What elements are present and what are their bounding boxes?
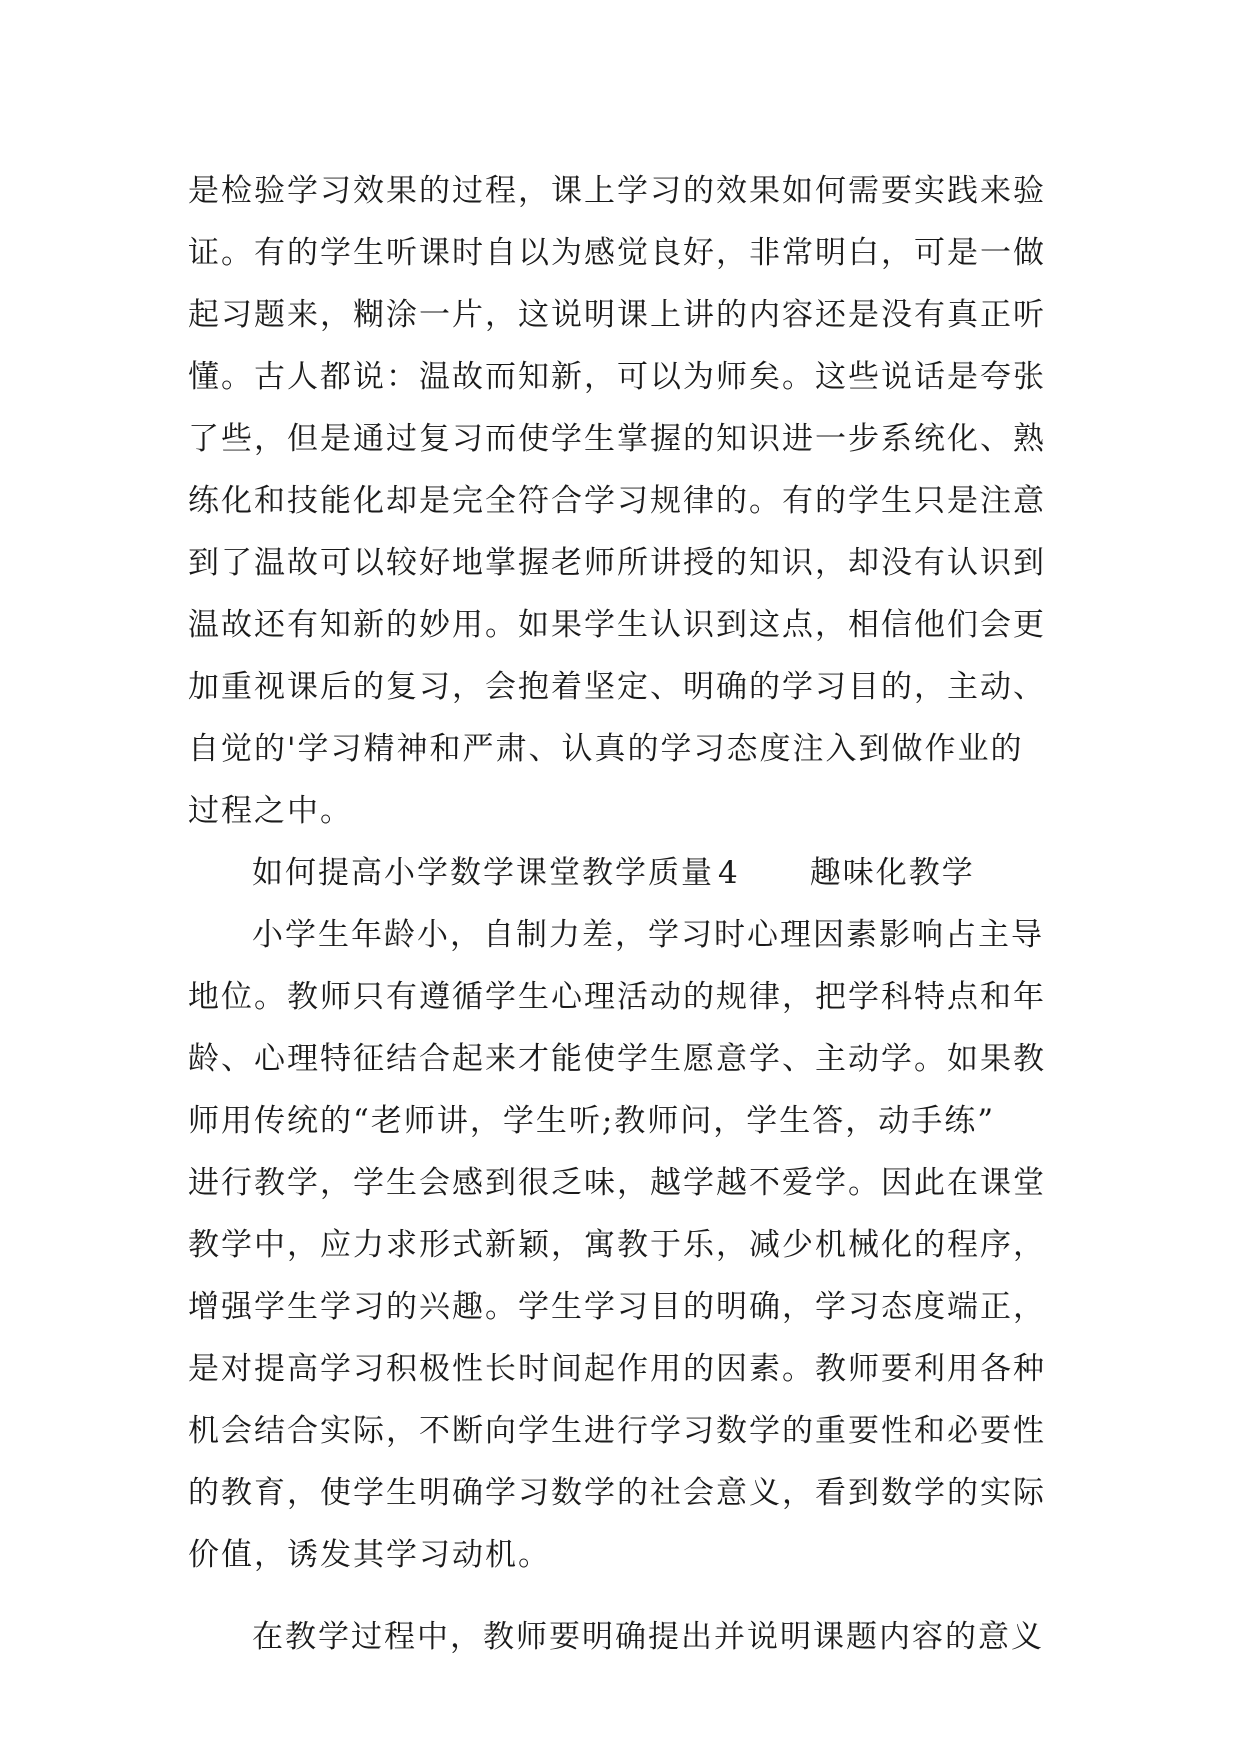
text-line: 过程之中。 xyxy=(188,793,353,829)
text-body xyxy=(188,160,1068,1668)
text-line: 练化和技能化却是完全符合学习规律的。有的学生只是注意 xyxy=(188,483,1046,519)
text-line: 地位。教师只有遵循学生心理活动的规律，把学科特点和年 xyxy=(188,979,1046,1015)
text-line: 加重视课后的复习，会抱着坚定、明确的学习目的，主动、 xyxy=(188,669,1046,705)
text-line: 懂。古人都说：温故而知新，可以为师矣。这些说话是夸张 xyxy=(188,359,1046,395)
text-line: 小学生年龄小，自制力差，学习时心理因素影响占主导 xyxy=(252,917,1044,953)
text-line: 龄、心理特征结合起来才能使学生愿意学、主动学。如果教 xyxy=(188,1041,1046,1077)
text-line: 到了温故可以较好地掌握老师所讲授的知识，却没有认识到 xyxy=(188,545,1046,581)
text-line: 温故还有知新的妙用。如果学生认识到这点，相信他们会更 xyxy=(188,607,1046,643)
text-line: 进行教学，学生会感到很乏味，越学越不爱学。因此在课堂 xyxy=(188,1165,1046,1201)
text-line: 的教育，使学生明确学习数学的社会意义，看到数学的实际 xyxy=(188,1475,1046,1511)
text-line: 是检验学习效果的过程，课上学习的效果如何需要实践来验 xyxy=(188,173,1046,209)
paragraph-gap xyxy=(188,1586,1068,1606)
text-line: 证。有的学生听课时自以为感觉良好，非常明白，可是一做 xyxy=(188,235,1046,271)
text-line: 机会结合实际，不断向学生进行学习数学的重要性和必要性 xyxy=(188,1413,1046,1449)
text-line: 在教学过程中，教师要明确提出并说明课题内容的意义 xyxy=(252,1619,1044,1655)
section-heading-title: 如何提高小学数学课堂教学质量 xyxy=(252,855,714,891)
text-line: 师用传统的“老师讲，学生听;教师问，学生答，动手练” xyxy=(188,1103,996,1139)
text-line: 了些，但是通过复习而使学生掌握的知识进一步系统化、熟 xyxy=(188,421,1046,457)
text-line: 价值，诱发其学习动机。 xyxy=(188,1537,551,1573)
section-heading-number: 4 xyxy=(718,855,740,891)
text-line: 起习题来，糊涂一片，这说明课上讲的内容还是没有真正听 xyxy=(188,297,1046,333)
text-line: 教学中，应力求形式新颖，寓教于乐，减少机械化的程序， xyxy=(188,1227,1046,1263)
text-line: 自觉的'学习精神和严肃、认真的学习态度注入到做作业的 xyxy=(188,731,1024,767)
text-line: 增强学生学习的兴趣。学生学习目的明确，学习态度端正， xyxy=(188,1289,1046,1325)
text-line: 是对提高学习积极性长时间起作用的因素。教师要利用各种 xyxy=(188,1351,1046,1387)
section-heading-subtitle: 趣味化教学 xyxy=(809,855,975,891)
section-heading xyxy=(188,842,1068,904)
